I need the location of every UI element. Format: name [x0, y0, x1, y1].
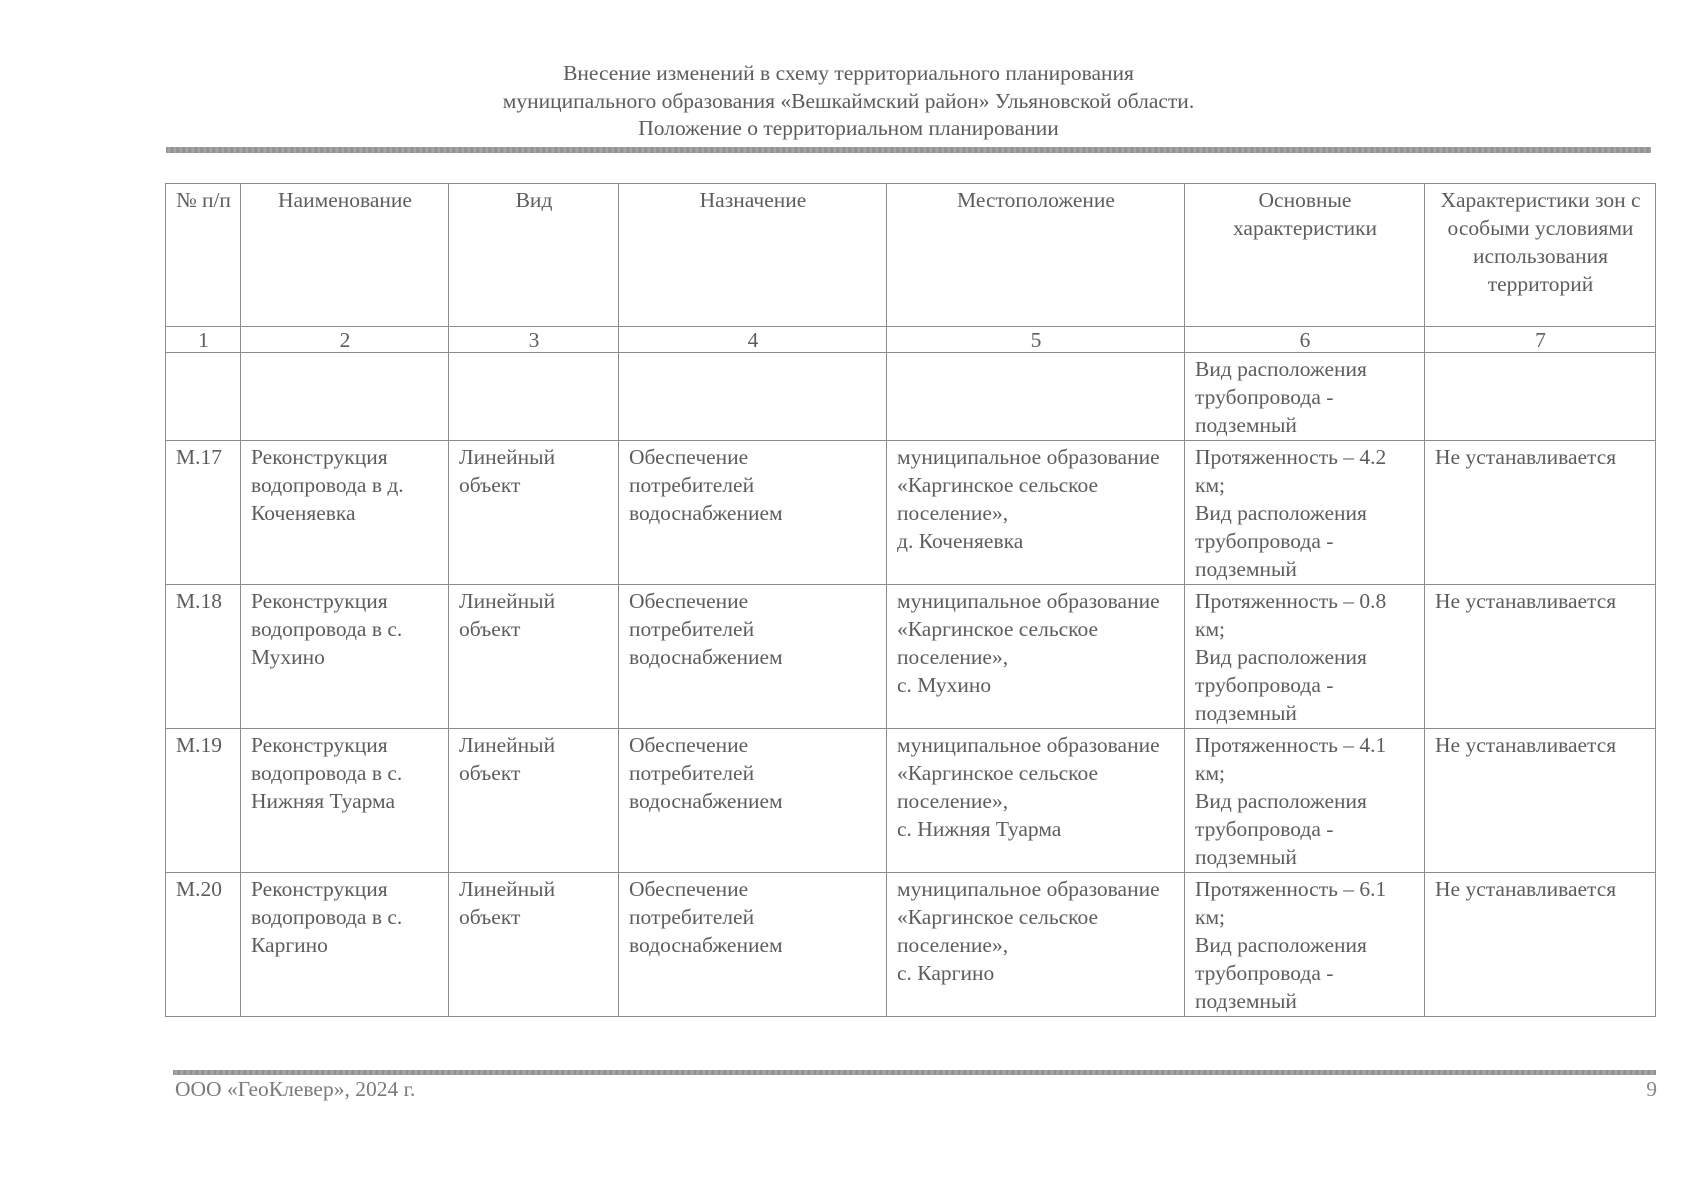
header-divider	[166, 147, 1651, 153]
empty-cell	[241, 353, 449, 441]
characteristics-placement: Вид расположения трубопровода - подземный	[1195, 645, 1367, 725]
empty-cell	[887, 353, 1185, 441]
object-zones: Не устанавливается	[1425, 729, 1656, 873]
object-kind: Линейный объект	[449, 441, 619, 585]
header-line-2: муниципального образования «Вешкаймский район» Ульяновской области.	[502, 88, 1195, 113]
footer-company: ООО «ГеоКлевер», 2024 г.	[175, 1077, 416, 1101]
column-number: 6	[1185, 327, 1425, 353]
column-number: 3	[449, 327, 619, 353]
object-purpose: Обеспечение потребителей водоснабжением	[619, 585, 887, 729]
continuation-row	[166, 353, 1656, 441]
table-row	[166, 585, 1656, 729]
object-purpose: Обеспечение потребителей водоснабжением	[619, 729, 887, 873]
footer-divider	[173, 1070, 1656, 1075]
header-cell-purpose: Назначение	[619, 184, 887, 327]
header-cell-number: № п/п	[166, 184, 241, 327]
location-municipality: муниципальное образование «Каргинское сельское поселение»,	[897, 877, 1160, 957]
page-number: 9	[1646, 1077, 1657, 1101]
row-number: М.20	[166, 873, 241, 1017]
object-characteristics	[1185, 585, 1425, 729]
characteristics-length: Протяженность – 4.1 км;	[1195, 733, 1387, 785]
header-cell-location: Местоположение	[887, 184, 1185, 327]
row-number: М.19	[166, 729, 241, 873]
characteristics-length: Протяженность – 4.2 км;	[1195, 445, 1387, 497]
table-row	[166, 729, 1656, 873]
table-row	[166, 873, 1656, 1017]
empty-cell	[1425, 353, 1656, 441]
characteristics-length: Протяженность – 0.8 км;	[1195, 589, 1387, 641]
object-location	[887, 585, 1185, 729]
header-cell-kind: Вид	[449, 184, 619, 327]
empty-cell	[619, 353, 887, 441]
document-header	[0, 60, 1697, 143]
column-number: 2	[241, 327, 449, 353]
object-name: Реконструкция водопровода в с. Каргино	[241, 873, 449, 1017]
object-purpose: Обеспечение потребителей водоснабжением	[619, 441, 887, 585]
location-settlement: с. Нижняя Туарма	[897, 817, 1062, 841]
object-name: Реконструкция водопровода в с. Нижняя Туарма	[241, 729, 449, 873]
row-number: М.17	[166, 441, 241, 585]
characteristics-length: Протяженность – 6.1 км;	[1195, 877, 1387, 929]
table-row	[166, 441, 1656, 585]
header-cell-name: Наименование	[241, 184, 449, 327]
row-number: М.18	[166, 585, 241, 729]
object-zones: Не устанавливается	[1425, 873, 1656, 1017]
column-number: 1	[166, 327, 241, 353]
object-name: Реконструкция водопровода в с. Мухино	[241, 585, 449, 729]
object-location	[887, 729, 1185, 873]
column-number: 4	[619, 327, 887, 353]
object-characteristics	[1185, 729, 1425, 873]
table-header-row	[166, 184, 1656, 327]
characteristics-placement: Вид расположения трубопровода - подземный	[1195, 789, 1367, 869]
column-number: 7	[1425, 327, 1656, 353]
empty-cell	[449, 353, 619, 441]
column-number-row	[166, 327, 1656, 353]
location-municipality: муниципальное образование «Каргинское сельское поселение»,	[897, 589, 1160, 669]
object-location	[887, 873, 1185, 1017]
header-cell-characteristics: Основные характеристики	[1185, 184, 1425, 327]
object-characteristics	[1185, 441, 1425, 585]
object-location	[887, 441, 1185, 585]
object-characteristics	[1185, 873, 1425, 1017]
object-kind: Линейный объект	[449, 729, 619, 873]
empty-cell	[166, 353, 241, 441]
location-municipality: муниципальное образование «Каргинское сельское поселение»,	[897, 445, 1160, 525]
objects-table	[165, 183, 1656, 1017]
object-purpose: Обеспечение потребителей водоснабжением	[619, 873, 887, 1017]
characteristics-placement: Вид расположения трубопровода - подземный	[1195, 933, 1367, 1013]
header-cell-zones: Характеристики зон с особыми условиями использования территорий	[1425, 184, 1656, 327]
object-name: Реконструкция водопровода в д. Коченяевка	[241, 441, 449, 585]
location-municipality: муниципальное образование «Каргинское сельское поселение»,	[897, 733, 1160, 813]
characteristics-placement: Вид расположения трубопровода - подземный	[1195, 501, 1367, 581]
header-line-1: Внесение изменений в схему территориального планирования	[563, 61, 1134, 85]
column-number: 5	[887, 327, 1185, 353]
characteristics-cell: Вид расположения трубопровода - подземный	[1185, 353, 1425, 441]
location-settlement: с. Мухино	[897, 673, 992, 697]
location-settlement: с. Каргино	[897, 961, 995, 985]
object-zones: Не устанавливается	[1425, 441, 1656, 585]
object-kind: Линейный объект	[449, 585, 619, 729]
object-kind: Линейный объект	[449, 873, 619, 1017]
object-zones: Не устанавливается	[1425, 585, 1656, 729]
header-line-3: Положение о территориальном планировании	[638, 116, 1059, 140]
location-settlement: д. Коченяевка	[897, 529, 1024, 553]
